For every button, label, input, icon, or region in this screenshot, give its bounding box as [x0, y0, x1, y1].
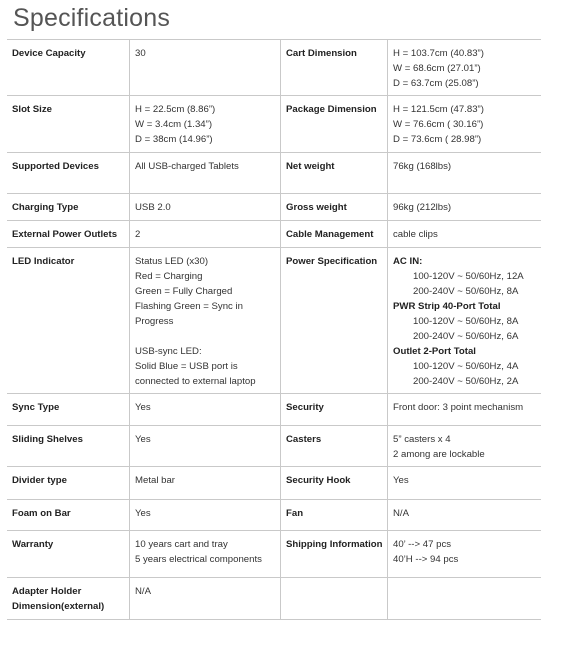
- value-line: USB 2.0: [135, 202, 171, 213]
- table-row: [7, 467, 541, 500]
- spec-value: [130, 578, 281, 620]
- value-line: Metal bar: [135, 475, 175, 486]
- spec-value: [388, 531, 542, 578]
- value-line: Front door: 3 point mechanism: [393, 402, 524, 413]
- spec-value: [388, 500, 542, 531]
- spec-label: Foam on Bar: [7, 500, 130, 531]
- spec-value: [388, 578, 542, 620]
- value-line: D = 63.7cm (25.08”): [393, 78, 479, 89]
- spec-label: Cart Dimension: [281, 40, 388, 96]
- spec-label: Package Dimension: [281, 96, 388, 153]
- value-line: 76kg (168lbs): [393, 161, 452, 172]
- value-line: cable clips: [393, 229, 438, 240]
- value-line: Yes: [135, 402, 151, 413]
- value-line: Status LED (x30): [135, 256, 209, 267]
- value-line: 100-120V ~ 50/60Hz, 8A: [413, 316, 519, 327]
- table-row: [7, 426, 541, 467]
- value-line: 30: [135, 48, 146, 59]
- value-line: 40’ --> 47 pcs: [393, 539, 452, 550]
- value-line: Progress: [135, 316, 174, 327]
- table-row: [7, 578, 541, 620]
- value-line: H = 22.5cm (8.86”): [135, 104, 216, 115]
- value-line: 2 among are lockable: [393, 449, 485, 460]
- value-line: H = 103.7cm (40.83”): [393, 48, 484, 59]
- value-line: AC IN:: [393, 256, 423, 267]
- value-line: USB-sync LED:: [135, 346, 202, 357]
- spec-label: [281, 578, 388, 620]
- value-line: 200-240V ~ 50/60Hz, 8A: [413, 286, 519, 297]
- spec-value: [130, 500, 281, 531]
- value-line: Red = Charging: [135, 271, 203, 282]
- specifications-table: [7, 39, 541, 620]
- spec-label: Security: [281, 394, 388, 426]
- table-row: [7, 531, 541, 578]
- spec-label: Sliding Shelves: [7, 426, 130, 467]
- value-line: D = 38cm (14.96”): [135, 134, 213, 145]
- spec-value: [388, 394, 542, 426]
- value-line: W = 68.6cm (27.01”): [393, 63, 481, 74]
- value-line: Yes: [135, 508, 151, 519]
- value-line: All USB-charged Tablets: [135, 161, 239, 172]
- table-row: [7, 194, 541, 221]
- spec-value: [130, 96, 281, 153]
- value-line: N/A: [135, 586, 151, 597]
- spec-value: [130, 248, 281, 394]
- spec-label: Sync Type: [7, 394, 130, 426]
- value-line: 10 years cart and tray: [135, 539, 228, 550]
- table-row: [7, 394, 541, 426]
- spec-value: [388, 426, 542, 467]
- spec-value: [388, 194, 542, 221]
- spec-value: [130, 221, 281, 248]
- spec-label: Adapter Holder Dimension(external): [7, 578, 130, 620]
- value-line: Flashing Green = Sync in: [135, 301, 243, 312]
- spec-value: [388, 96, 542, 153]
- spec-value: [388, 153, 542, 194]
- value-line: Solid Blue = USB port is: [135, 361, 238, 372]
- spec-value: [388, 221, 542, 248]
- table-row: [7, 153, 541, 194]
- table-row: [7, 221, 541, 248]
- table-body: [7, 40, 541, 620]
- table-row: [7, 500, 541, 531]
- value-line: N/A: [393, 508, 409, 519]
- value-line: 40’H --> 94 pcs: [393, 554, 459, 565]
- spec-label: Device Capacity: [7, 40, 130, 96]
- value-line: Yes: [393, 475, 409, 486]
- value-line: D = 73.6cm ( 28.98”): [393, 134, 482, 145]
- value-line: PWR Strip 40-Port Total: [393, 301, 501, 312]
- spec-value: [130, 40, 281, 96]
- value-line: 5 years electrical components: [135, 554, 262, 565]
- value-line: 200-240V ~ 50/60Hz, 6A: [413, 331, 519, 342]
- value-line: W = 3.4cm (1.34”): [135, 119, 213, 130]
- value-line: 96kg (212lbs): [393, 202, 452, 213]
- spec-value: [388, 40, 542, 96]
- spec-label: Warranty: [7, 531, 130, 578]
- spec-label: Gross weight: [281, 194, 388, 221]
- value-line: 100-120V ~ 50/60Hz, 12A: [413, 271, 524, 282]
- spec-value: [388, 248, 542, 394]
- spec-label: Shipping Information: [281, 531, 388, 578]
- value-line: 2: [135, 229, 141, 240]
- spec-value: [130, 394, 281, 426]
- value-line: Yes: [135, 434, 151, 445]
- spec-value: [130, 153, 281, 194]
- spec-label: Fan: [281, 500, 388, 531]
- spec-label: Net weight: [281, 153, 388, 194]
- value-line: 100-120V ~ 50/60Hz, 4A: [413, 361, 519, 372]
- spec-label: Supported Devices: [7, 153, 130, 194]
- spec-label: Security Hook: [281, 467, 388, 500]
- value-line: 200-240V ~ 50/60Hz, 2A: [413, 376, 519, 387]
- spec-value: [130, 531, 281, 578]
- spec-value: [388, 467, 542, 500]
- spec-value: [130, 467, 281, 500]
- spec-value: [130, 194, 281, 221]
- spec-label: External Power Outlets: [7, 221, 130, 248]
- value-line: [135, 329, 276, 344]
- table-row: [7, 248, 541, 394]
- value-line: H = 121.5cm (47.83”): [393, 104, 484, 115]
- value-line: W = 76.6cm ( 30.16”): [393, 119, 484, 130]
- value-line: connected to external laptop: [135, 376, 256, 387]
- spec-label: LED Indicator: [7, 248, 130, 394]
- page-title: Specifications: [13, 4, 171, 32]
- spec-value: [130, 426, 281, 467]
- spec-label: Divider type: [7, 467, 130, 500]
- table-row: [7, 96, 541, 153]
- value-line: Outlet 2-Port Total: [393, 346, 476, 357]
- spec-label: Power Specification: [281, 248, 388, 394]
- spec-label: Charging Type: [7, 194, 130, 221]
- spec-label: Cable Management: [281, 221, 388, 248]
- spec-label: Slot Size: [7, 96, 130, 153]
- value-line: Green = Fully Charged: [135, 286, 233, 297]
- value-line: 5” casters x 4: [393, 434, 451, 445]
- spec-label: Casters: [281, 426, 388, 467]
- table-row: [7, 40, 541, 96]
